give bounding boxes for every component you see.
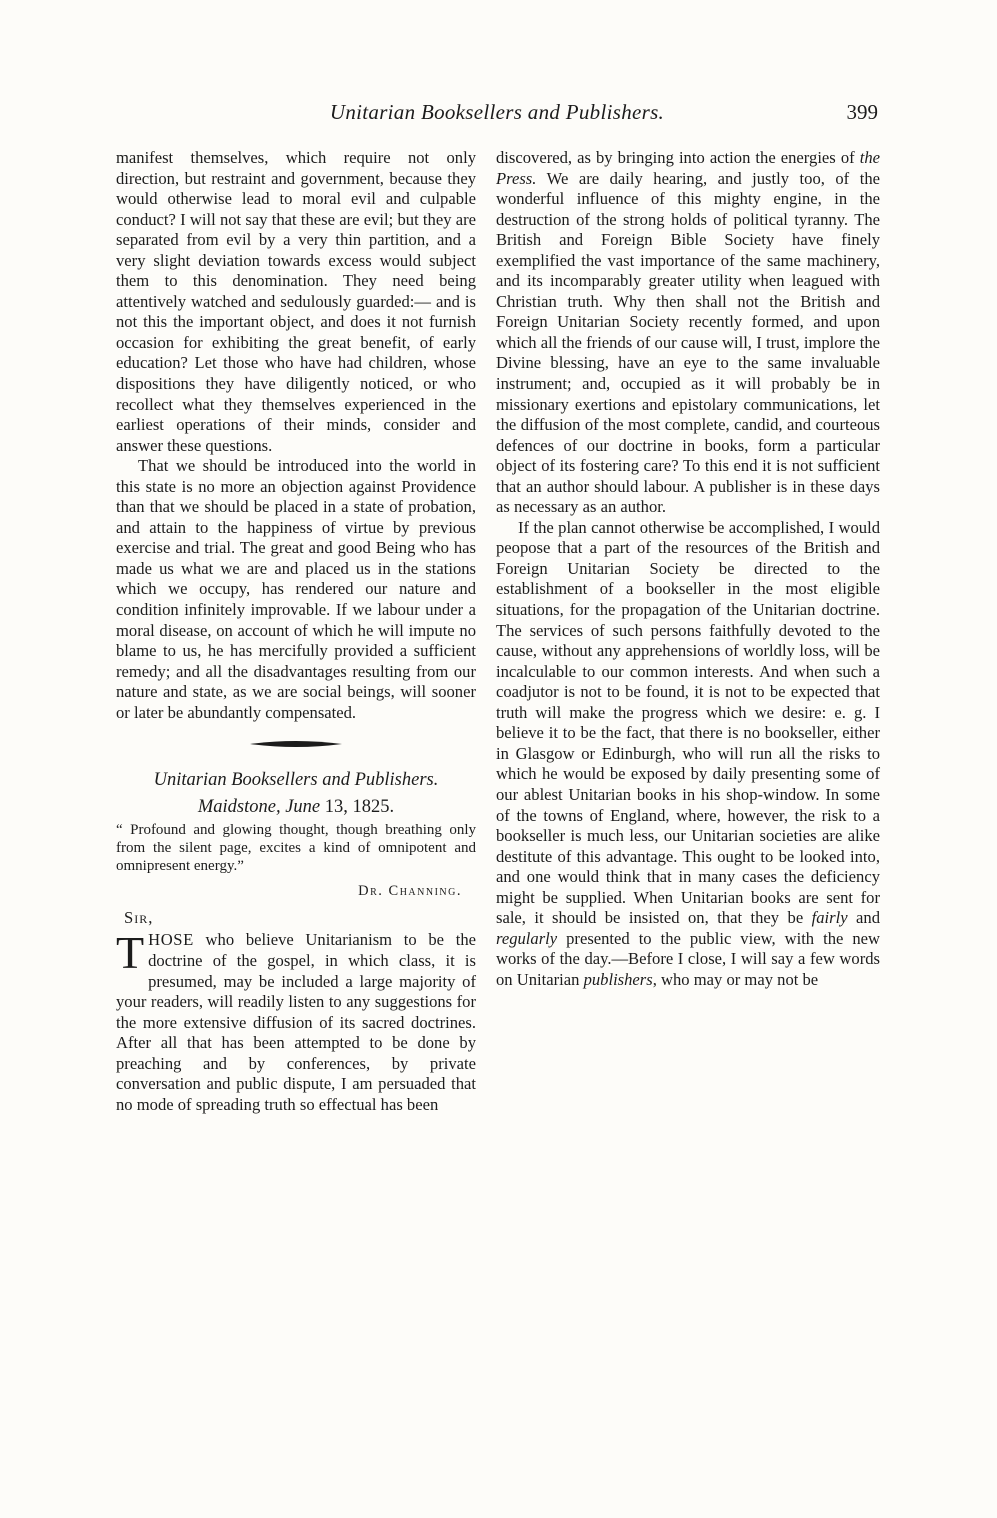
epigraph-attribution: Dr. Channing. [358, 883, 462, 900]
page-header [116, 100, 878, 134]
drop-cap: T [116, 927, 145, 979]
lead-word: HOSE [148, 930, 194, 950]
text-run: and [847, 908, 880, 928]
left-column [116, 148, 476, 1115]
running-title: Unitarian Booksellers and Publishers. [329, 100, 665, 124]
emphasis-text: the Press. [496, 148, 880, 188]
paragraph-text: who believe Unitarianism to be the doctrine of the gospel, in which class, it is presumed, may be included a large majority of your readers, will readily listen to any suggestions for the more extensive diffusion of its sacred doctrines. After all that has been attempted to be done by preaching and by conferences, by private conversation and public dispute, I am persuaded that no mode of spreading truth so effectual has been [116, 930, 476, 1114]
paragraph [496, 518, 880, 991]
paragraph-continued [496, 148, 880, 518]
text-run: , who may or may not be [652, 969, 819, 989]
article-title: Unitarian Booksellers and Publishers. [153, 770, 439, 791]
salutation: Sir, [124, 907, 154, 927]
letter-opening-paragraph [116, 927, 476, 1115]
text-run: discovered, as by bringing into action the energies of [496, 148, 860, 167]
emphasis-text: fairly [811, 908, 848, 928]
text-run: If the plan cannot otherwise be accomplished, I would peopose that a part of the resources of the British and Foreign Unitarian Society be directed to the establishment of a bookseller in the most eligible situations, for the propagation of the Unitarian doctrine. The services of such persons faithfully devoted to the cause, without any apprehensions of worldly loss, will be incalculable to our common interests. And when such a coadjutor is not to be found, it is not to be expected that truth will make the progress which we desire: e. g. I believe it to be the fact, that there is no bookseller, either in Glasgow or Edinburgh, who will run all the risks to which he would be exposed by daily presenting some of our ablest Unitarian books in his shop-window. In some of the towns of England, where, however, the risk to a bookseller is much less, our Unitarian societies are alike destitute of this advantage. This ought to be looked into, and one would think that in many cases the deficiency might be supplied. When Unitarian books are sent for sale, it should be insisted on, that they be [496, 517, 880, 928]
paragraph-continued: manifest themselves, which require not only direction, but restraint and government, because they would otherwise lead to moral evil and culpable conduct? I will not say that these are evil; but they are separated from evil by a very thin partition, and a very slight deviation towards excess would subject them to this denomination. They need being attentively watched and sedulously guarded:— and is not this the important object, and does it not furnish occasion for exhibiting the great benefit, of early education? Let those who have had children, whose dispositions they have diligently noticed, or who recollect what they themselves experienced in the earliest operations of their minds, consider and answer these questions. [116, 148, 476, 455]
text-run: presented to the public view, with the new works of the day.—Before I close, I will say a few words on Unitarian [496, 928, 880, 989]
article-date: 13, 1825. [324, 797, 395, 818]
emphasis-text: publishers [583, 969, 653, 989]
right-column [496, 148, 880, 990]
page-number: 399 [846, 100, 878, 124]
article-dateline [116, 794, 476, 821]
emphasis-text: regularly [496, 928, 558, 948]
section-divider-ornament [250, 739, 342, 749]
paragraph: That we should be introduced into the world in this state is no more an objection against Providence than that we should be placed in a state of probation, and attain to the happiness of virtue by previous exercise and trial. The great and good Being who has made us what we are and placed us in the stations which we occupy, has rendered our nature and condition infinitely improvable. If we labour under a moral disease, on account of which he will impute no blame to us, he has mercifully provided a sufficient remedy; and all the disadvantages resulting from our nature and state, as we are social beings, will sooner or later be abundantly compensated. [116, 456, 476, 722]
epigraph: “ Profound and glowing thought, though breathing only from the silent page, excites a kind of omnipotent and omnipresent energy.” [116, 822, 476, 875]
article-place: Maidstone, June [197, 797, 325, 818]
text-run: We are daily hearing, and justly too, of the wonderful influence of this mighty engine, in the destruction of the strong holds of political tyranny. The British and Foreign Bible Society have finely exemplified the vast importance of the same machinery, and its incomparably greater utility when leagued with Christian truth. Why then shall not the British and Foreign Unitarian Society recently formed, and upon which all the friends of our cause will, I trust, implore the Divine blessing, have an eye to the same invaluable instrument; and, occupied as it will probably be in missionary exertions and epistolary communications, let the diffusion of the most complete, candid, and courteous defences of our doctrine in books, form a particular object of its fostering care? To this end it is not sufficient that an author should labour. A publisher is in these days as necessary as an author. [496, 168, 880, 517]
